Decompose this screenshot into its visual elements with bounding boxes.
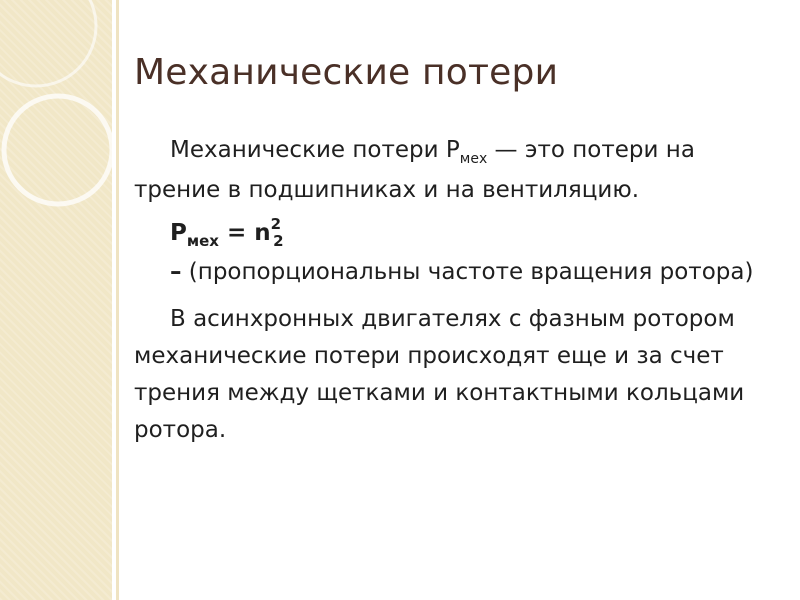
formula-equals: = n xyxy=(218,220,271,246)
formula-symbol: Р xyxy=(170,220,187,246)
formula-subscript-2: 2 xyxy=(273,232,284,250)
slide-title: Механические потери xyxy=(134,52,559,93)
decorative-circles xyxy=(0,0,150,240)
paragraph-definition xyxy=(134,132,764,209)
subscript: мех xyxy=(459,151,488,167)
paragraph-proportional xyxy=(134,254,764,291)
formula-superscript: 2 xyxy=(270,215,282,233)
paragraph-wound-rotor: В асинхронных двигателях с фазным ротором механические потери происходят еще и за счет трения между щетками и контактными кольцами ротора. xyxy=(134,306,745,443)
text-fragment: — это потери на трение в подшипниках и на вентиляцию. xyxy=(134,137,695,203)
text-fragment: (пропорциональны частоте вращения ротора) xyxy=(181,259,754,285)
formula xyxy=(134,215,764,254)
dash: – xyxy=(170,259,182,285)
formula-subscript: мех xyxy=(186,232,219,250)
slide-body xyxy=(134,132,764,449)
text-fragment: Механические потери Р xyxy=(170,137,460,163)
